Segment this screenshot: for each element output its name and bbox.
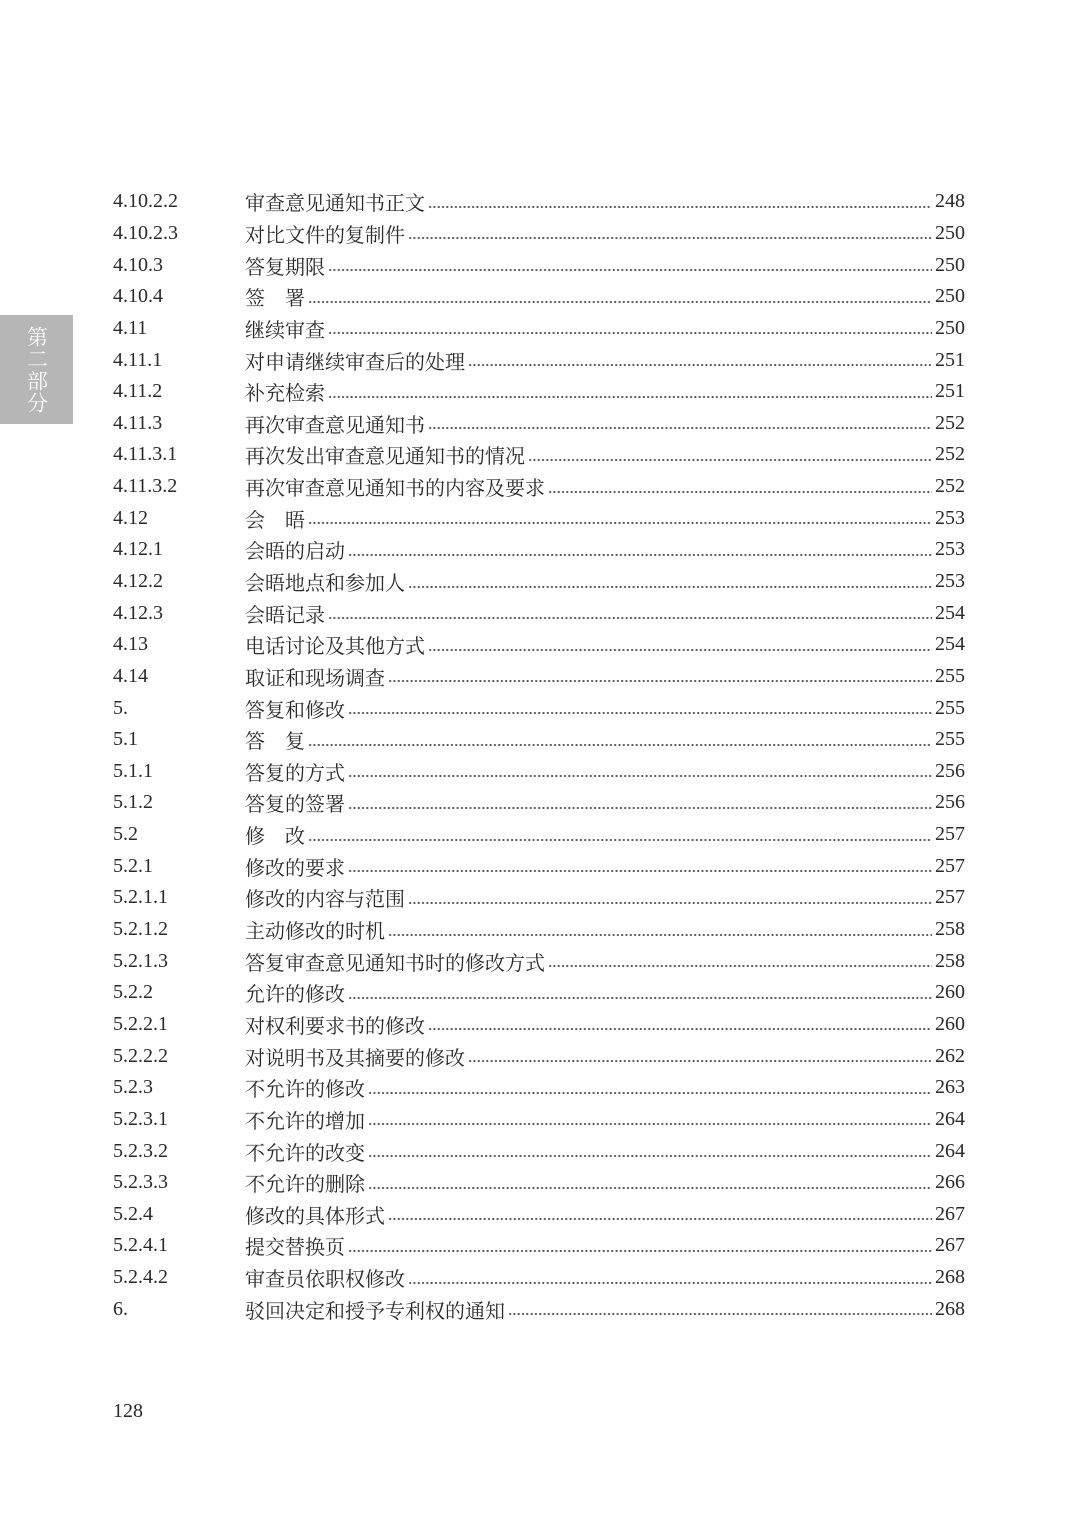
toc-entry-page: 256 — [935, 759, 965, 782]
section-side-tab — [0, 315, 73, 424]
section-side-tab-label: 第二部分 — [24, 325, 49, 414]
toc-entry-number: 4.10.2.2 — [113, 190, 178, 213]
toc-entry — [113, 1167, 965, 1199]
toc-dot-leader — [308, 730, 932, 750]
toc-entry-page: 253 — [935, 538, 965, 561]
toc-entry — [113, 1104, 965, 1136]
toc-entry — [113, 376, 965, 408]
toc-entry — [113, 914, 965, 946]
toc-entry — [113, 471, 965, 503]
toc-entry-title: 不允许的修改 — [245, 1077, 365, 1102]
toc-entry-title: 修 改 — [245, 824, 305, 849]
toc-dot-leader — [328, 318, 932, 338]
toc-entry — [113, 534, 965, 566]
toc-entry — [113, 249, 965, 281]
toc-entry-number: 5.2.1.2 — [113, 918, 168, 941]
toc-entry-title: 主动修改的时机 — [245, 919, 385, 944]
toc-entry-number: 4.10.3 — [113, 253, 163, 276]
toc-entry-page: 254 — [935, 633, 965, 656]
toc-entry-title: 提交替换页 — [245, 1235, 345, 1260]
toc-entry-page: 256 — [935, 791, 965, 814]
toc-entry-title: 修改的要求 — [245, 855, 345, 880]
toc-entry — [113, 1135, 965, 1167]
toc-entry — [113, 186, 965, 218]
toc-entry-title: 答复期限 — [245, 254, 325, 279]
toc-entry-title: 对说明书及其摘要的修改 — [245, 1045, 465, 1070]
toc-entry-title: 不允许的改变 — [245, 1140, 365, 1165]
toc-entry-number: 6. — [113, 1297, 128, 1320]
toc-entry — [113, 1230, 965, 1262]
toc-entry-number: 5.1.1 — [113, 759, 153, 782]
toc-entry-number: 4.11.2 — [113, 380, 163, 403]
toc-entry-title: 签 署 — [245, 286, 305, 311]
toc-entry-title: 修改的内容与范围 — [245, 887, 405, 912]
toc-entry — [113, 218, 965, 250]
toc-entry-number: 5.2.4.1 — [113, 1234, 168, 1257]
toc-entry-number: 4.11.1 — [113, 348, 163, 371]
toc-entry-title: 允许的修改 — [245, 982, 345, 1007]
toc-entry-title: 审查员依职权修改 — [245, 1267, 405, 1292]
toc-entry-title: 答复和修改 — [245, 697, 345, 722]
toc-dot-leader — [308, 287, 932, 307]
toc-entry-number: 4.13 — [113, 633, 148, 656]
toc-entry — [113, 819, 965, 851]
toc-entry-number: 4.12.1 — [113, 538, 163, 561]
toc-dot-leader — [308, 825, 932, 845]
toc-entry-page: 268 — [935, 1266, 965, 1289]
toc-entry-title: 对权利要求书的修改 — [245, 1013, 425, 1038]
toc-entry-page: 251 — [935, 348, 965, 371]
toc-entry-number: 4.10.4 — [113, 285, 163, 308]
toc-entry-page: 250 — [935, 285, 965, 308]
toc-dot-leader — [408, 223, 932, 243]
toc-entry — [113, 882, 965, 914]
toc-dot-leader — [348, 698, 932, 718]
toc-dot-leader — [408, 1268, 932, 1288]
toc-entry-page: 255 — [935, 664, 965, 687]
toc-entry-number: 5.2.2.2 — [113, 1044, 168, 1067]
toc-entry-title: 会晤地点和参加人 — [245, 571, 405, 595]
toc-dot-leader — [428, 192, 932, 212]
toc-entry — [113, 502, 965, 534]
toc-entry-number: 4.11.3 — [113, 411, 163, 434]
toc-entry — [113, 1072, 965, 1104]
toc-dot-leader — [328, 382, 932, 402]
toc-dot-leader — [348, 1236, 932, 1256]
toc-entry-number: 5.1.2 — [113, 791, 153, 814]
toc-entry — [113, 1040, 965, 1072]
toc-entry — [113, 1293, 965, 1325]
toc-dot-leader — [348, 856, 932, 876]
toc-entry-page: 264 — [935, 1139, 965, 1162]
toc-entry-page: 252 — [935, 411, 965, 434]
toc-entry — [113, 344, 965, 376]
toc-dot-leader — [348, 540, 932, 560]
table-of-contents — [113, 186, 965, 1325]
toc-dot-leader — [508, 1299, 932, 1319]
toc-entry-page: 263 — [935, 1076, 965, 1099]
toc-entry-title: 会晤记录 — [245, 602, 325, 627]
toc-dot-leader — [548, 951, 932, 971]
toc-entry-number: 5.2.3.2 — [113, 1139, 168, 1162]
toc-entry-page: 251 — [935, 380, 965, 403]
toc-dot-leader — [368, 1109, 932, 1129]
toc-entry-title: 再次审查意见通知书的内容及要求 — [245, 476, 545, 501]
toc-entry-number: 5.2.3.1 — [113, 1107, 168, 1130]
toc-entry — [113, 756, 965, 788]
toc-entry-title: 对比文件的复制件 — [245, 222, 405, 247]
toc-entry — [113, 1009, 965, 1041]
toc-dot-leader — [368, 1078, 932, 1098]
toc-entry-page: 250 — [935, 316, 965, 339]
toc-entry-title: 继续审查 — [245, 317, 325, 342]
toc-entry-title: 会晤的启动 — [245, 539, 345, 564]
toc-entry-page: 257 — [935, 823, 965, 846]
toc-dot-leader — [328, 255, 932, 275]
toc-entry-page: 255 — [935, 696, 965, 719]
toc-dot-leader — [388, 666, 932, 686]
toc-entry-number: 4.12.3 — [113, 601, 163, 624]
toc-entry-number: 4.12 — [113, 506, 148, 529]
toc-entry-number: 5.2.1.1 — [113, 886, 168, 909]
toc-entry-number: 5.2.3.3 — [113, 1171, 168, 1194]
toc-entry — [113, 629, 965, 661]
toc-entry — [113, 977, 965, 1009]
toc-entry — [113, 407, 965, 439]
toc-entry-number: 4.14 — [113, 664, 148, 687]
toc-entry-page: 252 — [935, 443, 965, 466]
toc-entry-page: 267 — [935, 1202, 965, 1225]
toc-entry-title: 不允许的删除 — [245, 1172, 365, 1197]
toc-entry-number: 4.11.3.2 — [113, 475, 178, 498]
toc-entry-page: 250 — [935, 221, 965, 244]
toc-dot-leader — [428, 635, 932, 655]
toc-dot-leader — [408, 888, 932, 908]
toc-entry-number: 5.2.4 — [113, 1202, 153, 1225]
page-number: 128 — [113, 1400, 143, 1422]
toc-entry-number: 5.2.4.2 — [113, 1266, 168, 1289]
toc-entry — [113, 724, 965, 756]
toc-entry — [113, 597, 965, 629]
toc-entry-title: 答复审查意见通知书时的修改方式 — [245, 950, 545, 975]
toc-dot-leader — [388, 920, 932, 940]
toc-entry-page: 260 — [935, 981, 965, 1004]
toc-entry-number: 5.2.1 — [113, 854, 153, 877]
toc-entry-title: 再次发出审查意见通知书的情况 — [245, 444, 525, 469]
toc-entry-page: 254 — [935, 601, 965, 624]
toc-entry-title: 修改的具体形式 — [245, 1203, 385, 1228]
toc-entry-page: 253 — [935, 506, 965, 529]
toc-entry-page: 255 — [935, 728, 965, 751]
toc-entry-number: 4.10.2.3 — [113, 221, 178, 244]
toc-entry-title: 不允许的增加 — [245, 1108, 365, 1133]
toc-entry-page: 257 — [935, 886, 965, 909]
toc-entry-page: 258 — [935, 949, 965, 972]
toc-entry — [113, 945, 965, 977]
toc-entry — [113, 1262, 965, 1294]
toc-entry-number: 4.12.2 — [113, 570, 163, 592]
toc-entry-page: 267 — [935, 1234, 965, 1257]
toc-entry-number: 5.2.1.3 — [113, 949, 168, 972]
toc-entry-title: 答复的方式 — [245, 760, 345, 785]
toc-entry — [113, 1199, 965, 1231]
toc-entry-title: 电话讨论及其他方式 — [245, 634, 425, 659]
toc-entry — [113, 787, 965, 819]
toc-entry — [113, 281, 965, 313]
toc-entry-page: 258 — [935, 918, 965, 941]
toc-entry — [113, 439, 965, 471]
toc-dot-leader — [308, 508, 932, 528]
toc-entry-page: 257 — [935, 854, 965, 877]
toc-entry-title: 再次审查意见通知书 — [245, 412, 425, 437]
toc-entry-page: 268 — [935, 1297, 965, 1320]
toc-entry-page: 264 — [935, 1107, 965, 1130]
toc-dot-leader — [468, 1046, 932, 1066]
toc-dot-leader — [328, 603, 932, 623]
toc-entry — [113, 692, 965, 724]
toc-entry-title: 驳回决定和授予专利权的通知 — [245, 1298, 505, 1323]
toc-entry-title: 答复的签署 — [245, 792, 345, 817]
toc-entry-page: 250 — [935, 253, 965, 276]
toc-entry-number: 5.2 — [113, 823, 138, 846]
toc-dot-leader — [348, 983, 932, 1003]
toc-dot-leader — [348, 761, 932, 781]
toc-dot-leader — [468, 350, 932, 370]
toc-entry-number: 5.2.3 — [113, 1076, 153, 1099]
toc-dot-leader — [368, 1141, 932, 1161]
toc-entry-title: 取证和现场调查 — [245, 665, 385, 690]
toc-entry-page: 252 — [935, 475, 965, 498]
toc-dot-leader — [528, 445, 932, 465]
toc-entry-page: 262 — [935, 1044, 965, 1067]
toc-entry-page: 253 — [935, 570, 965, 592]
toc-entry-title: 审查意见通知书正文 — [245, 191, 425, 216]
toc-dot-leader — [408, 572, 932, 592]
toc-entry-title: 会 晤 — [245, 507, 305, 532]
toc-entry-title: 对申请继续审查后的处理 — [245, 349, 465, 374]
toc-entry-number: 5.2.2 — [113, 981, 153, 1004]
toc-entry-number: 5. — [113, 696, 128, 719]
toc-entry — [113, 566, 965, 598]
toc-dot-leader — [368, 1173, 932, 1193]
toc-entry-title: 答 复 — [245, 729, 305, 754]
toc-dot-leader — [388, 1204, 932, 1224]
toc-entry — [113, 661, 965, 693]
toc-entry-number: 5.2.2.1 — [113, 1012, 168, 1035]
toc-entry-number: 5.1 — [113, 728, 138, 751]
toc-dot-leader — [348, 793, 932, 813]
toc-entry-title: 补充检索 — [245, 381, 325, 406]
toc-entry-page: 248 — [935, 190, 965, 213]
toc-entry-number: 4.11.3.1 — [113, 443, 178, 466]
toc-dot-leader — [428, 413, 932, 433]
toc-dot-leader — [428, 1014, 932, 1034]
toc-entry — [113, 313, 965, 345]
toc-entry — [113, 850, 965, 882]
toc-dot-leader — [548, 477, 932, 497]
toc-entry-page: 266 — [935, 1171, 965, 1194]
toc-entry-number: 4.11 — [113, 316, 148, 339]
toc-entry-page: 260 — [935, 1012, 965, 1035]
